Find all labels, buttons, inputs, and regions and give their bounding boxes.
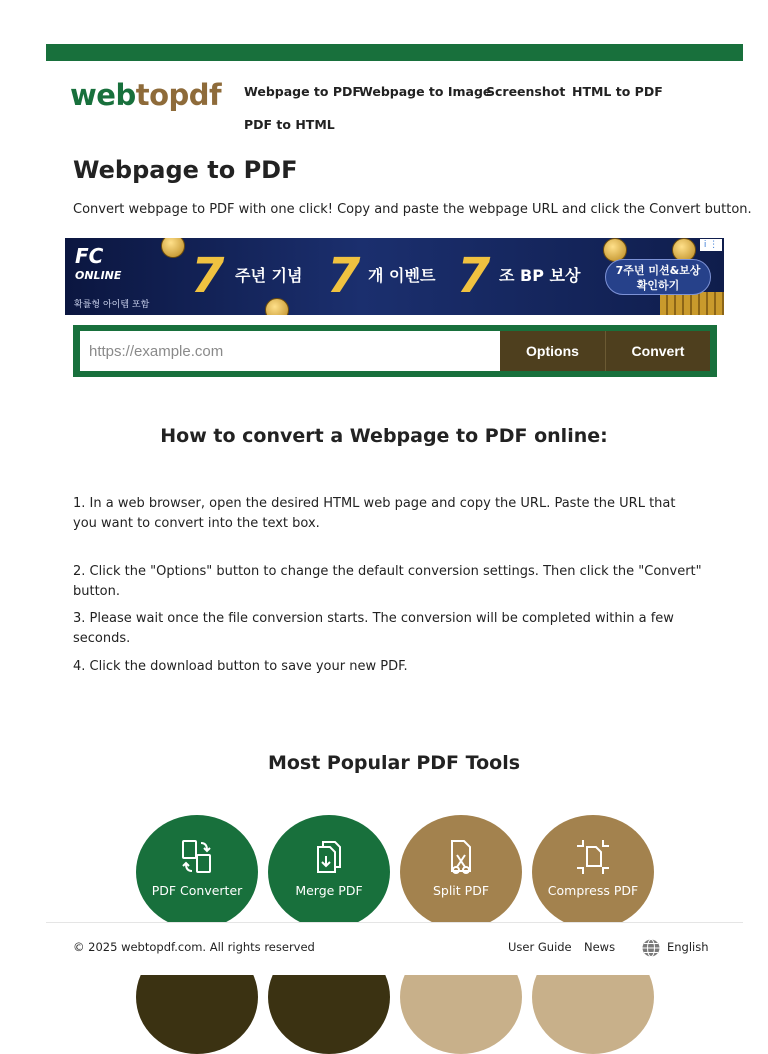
options-button[interactable]: Options: [500, 331, 605, 371]
ad-coin: [161, 238, 185, 258]
tool-pdf-converter[interactable]: [136, 815, 258, 929]
nav-pdf-to-html[interactable]: PDF to HTML: [244, 117, 335, 132]
ad-cta-line2: 확인하기: [636, 279, 680, 292]
tool-merge-pdf[interactable]: [268, 815, 390, 929]
tool-compress-pdf[interactable]: [532, 815, 654, 929]
step-3: 3. Please wait once the file conversion starts. The conversion will be completed within a few seconds.: [73, 611, 674, 646]
copyright: © 2025 webtopdf.com. All rights reserved: [73, 940, 315, 954]
logo-part-web: web: [70, 78, 136, 112]
page-subtitle: Convert webpage to PDF with one click! Copy and paste the webpage URL and click the Convert button.: [73, 202, 752, 217]
ad-choices-icon[interactable]: i ⋮: [700, 239, 722, 251]
language-selector[interactable]: English: [667, 940, 709, 954]
site-logo[interactable]: [70, 79, 221, 111]
footer-user-guide[interactable]: User Guide: [508, 940, 572, 954]
scissors-file-icon: [441, 837, 481, 877]
howto-heading: How to convert a Webpage to PDF online:: [160, 425, 608, 447]
tool-label: PDF Converter: [151, 883, 243, 898]
ad-text-3: 조 BP 보상: [499, 266, 581, 285]
ad-cta-button[interactable]: [605, 259, 711, 295]
nav-screenshot[interactable]: Screenshot: [486, 84, 566, 99]
compress-icon: [573, 837, 613, 877]
tool-label: Split PDF: [432, 883, 490, 898]
tool-split-pdf[interactable]: [400, 815, 522, 929]
ad-seven-2: 7: [327, 248, 361, 304]
nav-webpage-to-image[interactable]: Webpage to Image: [359, 84, 492, 99]
ad-brand: [75, 246, 121, 286]
ad-seven-3: 7: [457, 248, 491, 304]
step-1: 1. In a web browser, open the desired HTML web page and copy the URL. Paste the URL that you want to convert into the text box.: [73, 496, 676, 531]
convert-icon: [177, 837, 217, 877]
ad-brand-line1: FC: [75, 244, 104, 268]
ad-coin-stack: [660, 292, 724, 315]
ad-text-1: 주년 기념: [235, 266, 303, 285]
nav-html-to-pdf[interactable]: HTML to PDF: [572, 84, 663, 99]
ad-brand-line2: ONLINE: [75, 269, 122, 282]
step-4: 4. Click the download button to save your new PDF.: [73, 659, 408, 674]
convert-button[interactable]: Convert: [606, 331, 710, 371]
ad-text-2: 개 이벤트: [368, 266, 436, 285]
top-accent-bar: [46, 44, 743, 61]
ad-seven-1: 7: [191, 248, 225, 304]
ad-banner[interactable]: [65, 238, 724, 315]
logo-part-to: to: [135, 78, 169, 112]
merge-icon: [309, 837, 349, 877]
ad-fine-print: 확률형 아이템 포함: [74, 300, 150, 310]
step-2: 2. Click the "Options" button to change the default conversion settings. Then click the "Convert" button.: [73, 564, 702, 599]
globe-icon[interactable]: [641, 938, 661, 958]
ad-cta-line1: 7주년 미션&보상: [615, 264, 701, 277]
site-footer: [46, 922, 743, 975]
tool-label: Merge PDF: [295, 883, 363, 898]
tool-label: Compress PDF: [547, 883, 639, 898]
nav-webpage-to-pdf[interactable]: Webpage to PDF: [244, 84, 361, 99]
popular-heading: Most Popular PDF Tools: [267, 752, 521, 774]
ad-coin: [265, 298, 289, 315]
logo-part-pdf: pdf: [168, 78, 222, 112]
url-input[interactable]: [80, 331, 500, 371]
page-title: Webpage to PDF: [73, 156, 298, 184]
footer-news[interactable]: News: [584, 940, 616, 954]
